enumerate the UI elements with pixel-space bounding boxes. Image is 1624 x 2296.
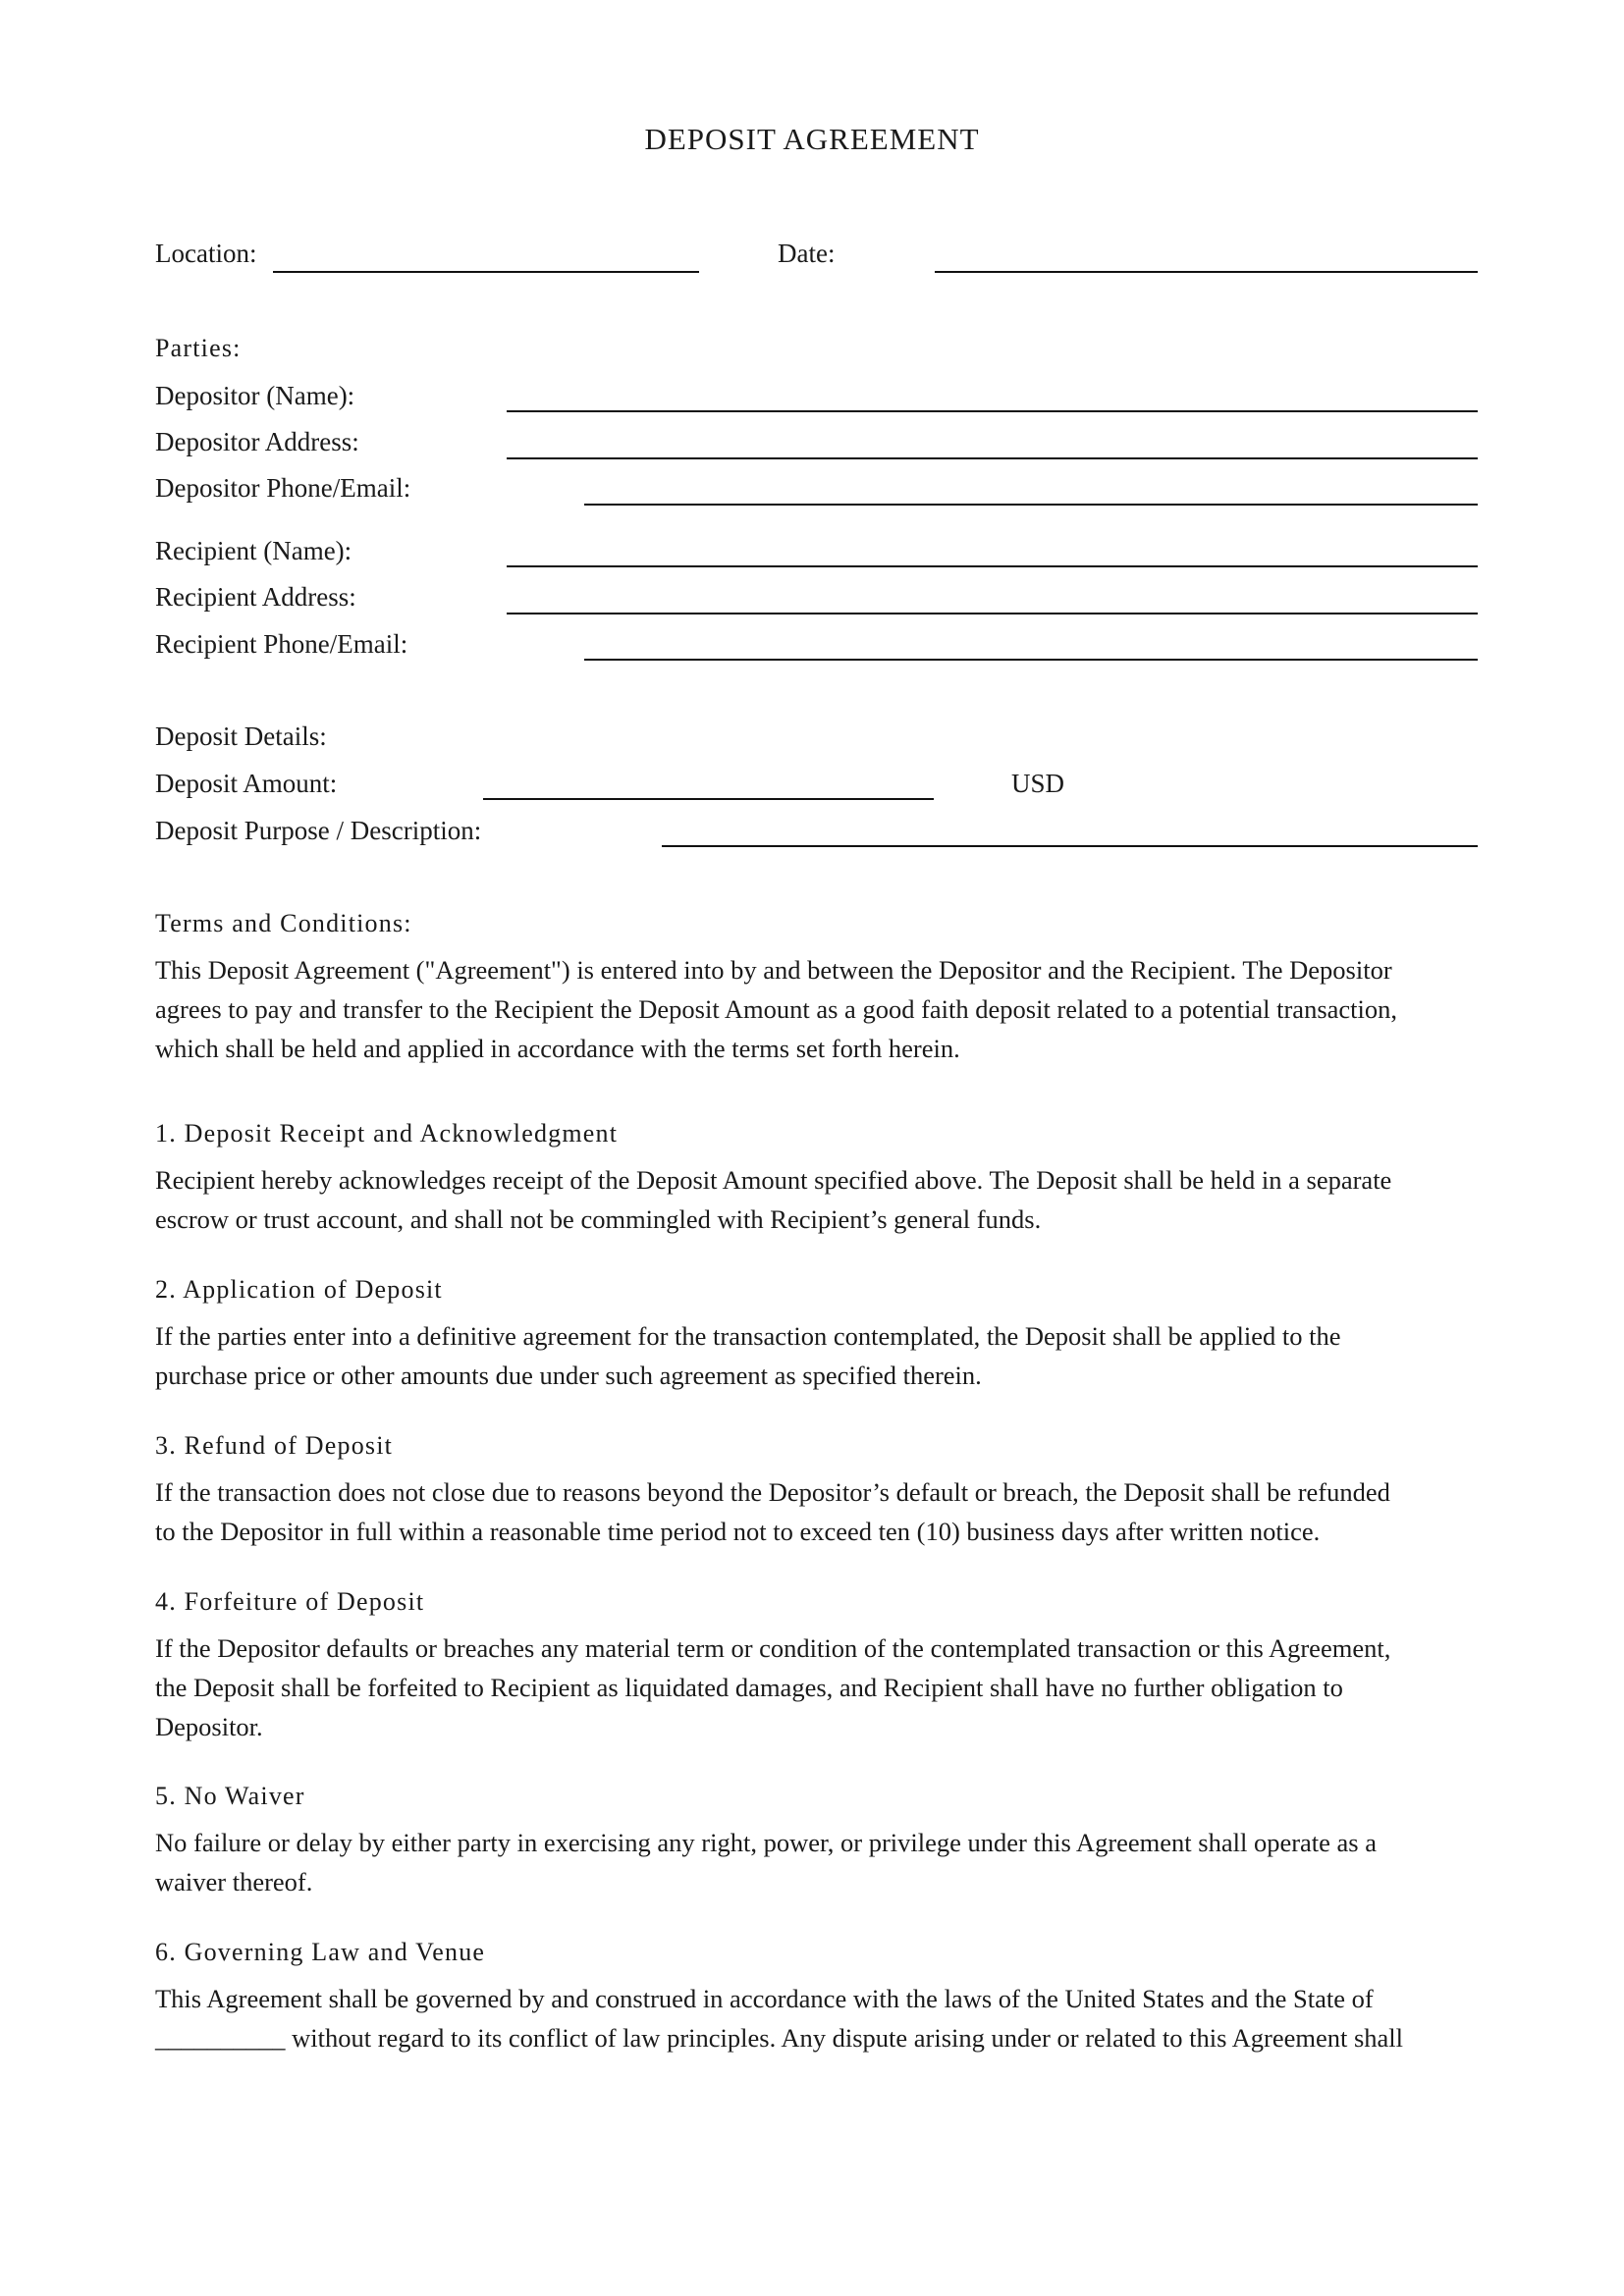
section-5-paragraph [155, 1823, 1476, 1901]
deposit-details-heading: Deposit Details: [155, 721, 327, 751]
paragraph-line: agrees to pay and transfer to the Recipient the Deposit Amount as a good faith deposit related to a potential transaction, [155, 994, 1397, 1024]
section-4-heading: 4. Forfeiture of Deposit [155, 1587, 425, 1616]
paragraph-line: escrow or trust account, and shall not be commingled with Recipient’s general funds. [155, 1204, 1042, 1234]
recipient-contact-field[interactable] [584, 659, 1478, 661]
parties-heading: Parties: [155, 334, 242, 362]
paragraph-line: If the transaction does not close due to reasons beyond the Depositor’s default or breach, the Deposit shall be refunded [155, 1477, 1390, 1507]
paragraph-line: Recipient hereby acknowledges receipt of the Deposit Amount specified above. The Deposit shall be held in a separate [155, 1165, 1392, 1195]
paragraph-line: __________ without regard to its conflict of law principles. Any dispute arising under or related to this Agreement shall [155, 2023, 1404, 2053]
depositor-name-field[interactable] [507, 410, 1478, 412]
recipient-contact-label: Recipient Phone/Email: [155, 629, 408, 659]
depositor-contact-field[interactable] [584, 504, 1478, 506]
currency-label: USD [1011, 769, 1065, 798]
deposit-amount-field[interactable] [483, 798, 934, 800]
section-4-paragraph [155, 1629, 1476, 1746]
section-5-heading: 5. No Waiver [155, 1782, 305, 1810]
section-6-paragraph [155, 1979, 1476, 2057]
deposit-amount-label: Deposit Amount: [155, 769, 338, 798]
location-label: Location: [155, 239, 257, 268]
paragraph-line: waiver thereof. [155, 1867, 313, 1896]
paragraph-line: This Deposit Agreement ("Agreement") is entered into by and between the Depositor and the Recipient. The Depositor [155, 955, 1392, 985]
section-1-paragraph [155, 1160, 1476, 1239]
document-title: DEPOSIT AGREEMENT [644, 122, 980, 156]
date-field[interactable] [935, 271, 1478, 273]
section-6-heading: 6. Governing Law and Venue [155, 1938, 486, 1966]
depositor-address-label: Depositor Address: [155, 427, 359, 456]
paragraph-line: No failure or delay by either party in exercising any right, power, or privilege under this Agreement shall operate as a [155, 1828, 1378, 1857]
section-2-heading: 2. Application of Deposit [155, 1275, 443, 1304]
depositor-address-field[interactable] [507, 457, 1478, 459]
terms-intro-paragraph [155, 950, 1476, 1068]
paragraph-line: to the Depositor in full within a reasonable time period not to exceed ten (10) business days after written notice. [155, 1517, 1321, 1546]
depositor-contact-label: Depositor Phone/Email: [155, 473, 411, 503]
terms-heading: Terms and Conditions: [155, 909, 412, 937]
deposit-purpose-field[interactable] [662, 845, 1478, 847]
section-2-paragraph [155, 1316, 1476, 1395]
recipient-name-field[interactable] [507, 565, 1478, 567]
depositor-name-label: Depositor (Name): [155, 381, 355, 410]
paragraph-line: the Deposit shall be forfeited to Recipient as liquidated damages, and Recipient shall have no further obligation to [155, 1673, 1343, 1702]
recipient-name-label: Recipient (Name): [155, 536, 352, 565]
recipient-address-field[interactable] [507, 613, 1478, 614]
paragraph-line: purchase price or other amounts due under such agreement as specified therein. [155, 1361, 982, 1390]
location-field[interactable] [273, 271, 699, 273]
date-label: Date: [778, 239, 836, 268]
paragraph-line: If the parties enter into a definitive agreement for the transaction contemplated, the Deposit shall be applied to the [155, 1321, 1341, 1351]
recipient-address-label: Recipient Address: [155, 582, 356, 612]
paragraph-line: Depositor. [155, 1712, 263, 1741]
section-3-paragraph [155, 1472, 1476, 1551]
paragraph-line: If the Depositor defaults or breaches any material term or condition of the contemplated transaction or this Agreement, [155, 1633, 1391, 1663]
paragraph-line: which shall be held and applied in accordance with the terms set forth herein. [155, 1034, 960, 1063]
paragraph-line: This Agreement shall be governed by and construed in accordance with the laws of the United States and the State of [155, 1984, 1374, 2013]
section-3-heading: 3. Refund of Deposit [155, 1431, 394, 1460]
deposit-purpose-label: Deposit Purpose / Description: [155, 816, 482, 845]
section-1-heading: 1. Deposit Receipt and Acknowledgment [155, 1119, 619, 1148]
